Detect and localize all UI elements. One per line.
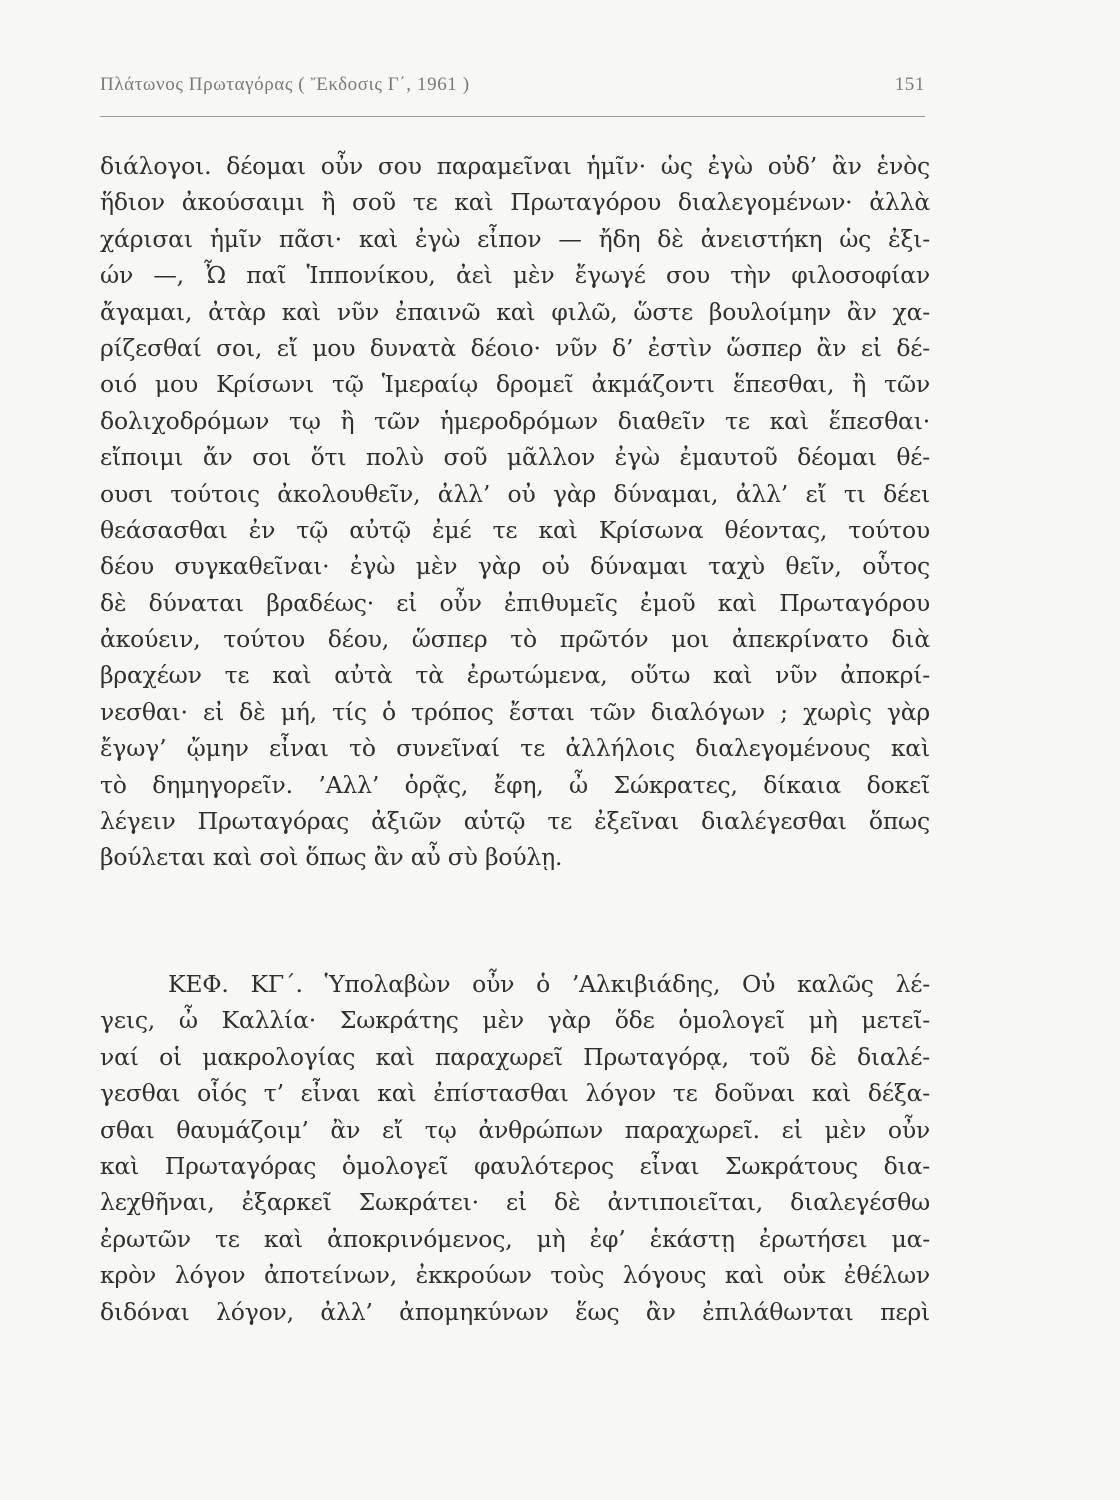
paragraph-2 xyxy=(100,966,930,1330)
chapter-line: ΚΕΦ. ΚΓ΄. Ὑπολαβὼν οὖν ὁ ’Αλκιβιάδης, Οὐ καλῶς λέ- xyxy=(168,970,930,998)
text-line: ρίζεσθαί σοι, εἴ μου δυνατὰ δέοιο· νῦν δ’ ἐστὶν ὥσπερ ἂν εἰ δέ- xyxy=(100,333,930,362)
text-line: θεάσασθαι ἐν τῷ αὐτῷ ἐμέ τε καὶ Κρίσωνα θέοντας, τούτου xyxy=(100,515,930,544)
text-line: βραχέων τε καὶ αὐτὰ τὰ ἐρωτώμενα, οὕτω καὶ νῦν ἀποκρί- xyxy=(100,661,930,690)
text-line: εἴποιμι ἄν σοι ὅτι πολὺ σοῦ μᾶλλον ἐγὼ ἐμαυτοῦ δέομαι θέ- xyxy=(100,443,930,472)
text-line: ἐρωτῶν τε καὶ ἀποκρινόμενος, μὴ ἐφ’ ἑκάστῃ ἐρωτήσει μα- xyxy=(100,1224,930,1253)
text-line: ναί οἱ μακρολογίας καὶ παραχωρεῖ Πρωταγόρᾳ, τοῦ δὲ διαλέ- xyxy=(100,1042,930,1071)
text-line: βούλεται καὶ σοὶ ὅπως ἂν αὖ σὺ βούλῃ. xyxy=(100,843,563,872)
text-line: λέγειν Πρωταγόρας ἀξιῶν αὑτῷ τε ἐξεῖναι διαλέγεσθαι ὅπως xyxy=(100,807,930,836)
text-line: διδόναι λόγον, ἀλλ’ ἀπομηκύνων ἕως ἂν ἐπιλάθωνται περὶ xyxy=(100,1297,930,1326)
text-line: καὶ Πρωταγόρας ὁμολογεῖ φαυλότερος εἶναι Σωκράτους δια- xyxy=(100,1151,930,1180)
text-line: δολιχοδρόμων τῳ ἢ τῶν ἡμεροδρόμων διαθεῖν τε καὶ ἕπεσθαι· xyxy=(100,406,930,435)
text-line: ἀκούειν, τούτου δέου, ὥσπερ τὸ πρῶτόν μοι ἀπεκρίνατο διὰ xyxy=(100,625,930,654)
text-line: δέου συγκαθεῖναι· ἐγὼ μὲν γὰρ οὐ δύναμαι ταχὺ θεῖν, οὗτος xyxy=(100,552,930,581)
text-line: διάλογοι. δέομαι οὖν σου παραμεῖναι ἡμῖν· ὡς ἐγὼ οὐδ’ ἂν ἑνὸς xyxy=(100,152,930,180)
text-line: τὸ δημηγορεῖν. ’Αλλ’ ὁρᾷς, ἔφη, ὦ Σώκρατες, δίκαια δοκεῖ xyxy=(100,770,930,799)
text-line: οιό μου Κρίσωνι τῷ Ἱμεραίῳ δρομεῖ ἀκμάζοντι ἕπεσθαι, ἢ τῶν xyxy=(100,370,930,399)
text-line: ἄγαμαι, ἀτὰρ καὶ νῦν ἐπαινῶ καὶ φιλῶ, ὥστε βουλοίμην ἂν χα- xyxy=(100,297,930,326)
running-title: Πλάτωνος Πρωταγόρας ( Ἔκδοσις Γ΄, 1961 ) xyxy=(100,74,470,95)
text-line: ουσι τούτοις ἀκολουθεῖν, ἀλλ’ οὐ γὰρ δύναμαι, ἀλλ’ εἴ τι δέει xyxy=(100,479,930,508)
text-line: χάρισαι ἡμῖν πᾶσι· καὶ ἐγὼ εἶπον — ἤδη δὲ ἀνειστήκη ὡς ἐξι- xyxy=(100,224,930,253)
text-line: λεχθῆναι, ἐξαρκεῖ Σωκράτει· εἰ δὲ ἀντιποιεῖται, διαλεγέσθω xyxy=(100,1188,930,1217)
text-line: δὲ δύναται βραδέως· εἰ οὖν ἐπιθυμεῖς ἐμοῦ καὶ Πρωταγόρου xyxy=(100,588,930,617)
text-line: γεις, ὦ Καλλία· Σωκράτης μὲν γὰρ ὅδε ὁμολογεῖ μὴ μετεῖ- xyxy=(100,1006,930,1035)
text-line: νεσθαι· εἰ δὲ μή, τίς ὁ τρόπος ἔσται τῶν διαλόγων ; χωρὶς γὰρ xyxy=(100,697,930,726)
text-line: ἥδιον ἀκούσαιμι ἢ σοῦ τε καὶ Πρωταγόρου διαλεγομένων· ἀλλὰ xyxy=(100,188,930,217)
text-line: ών —, Ὦ παῖ Ἱππονίκου, ἀεὶ μὲν ἔγωγέ σου τὴν φιλοσοφίαν xyxy=(100,261,930,290)
text-line: ἔγωγ’ ᾤμην εἶναι τὸ συνεῖναί τε ἀλλήλοις διαλεγομένους καὶ xyxy=(100,734,930,763)
page-number: 151 xyxy=(894,74,925,95)
paragraph-1 xyxy=(100,148,930,876)
text-line: σθαι θαυμάζοιμ’ ἂν εἴ τῳ ἀνθρώπων παραχωρεῖ. εἰ μὲν οὖν xyxy=(100,1115,930,1144)
text-line: κρὸν λόγον ἀποτείνων, ἐκκρούων τοὺς λόγους καὶ οὐκ ἐθέλων xyxy=(100,1261,930,1290)
text-line: γεσθαι οἷός τ’ εἶναι καὶ ἐπίστασθαι λόγον τε δοῦναι καὶ δέξα- xyxy=(100,1079,930,1108)
header-rule xyxy=(100,116,925,117)
page-header xyxy=(100,74,925,104)
